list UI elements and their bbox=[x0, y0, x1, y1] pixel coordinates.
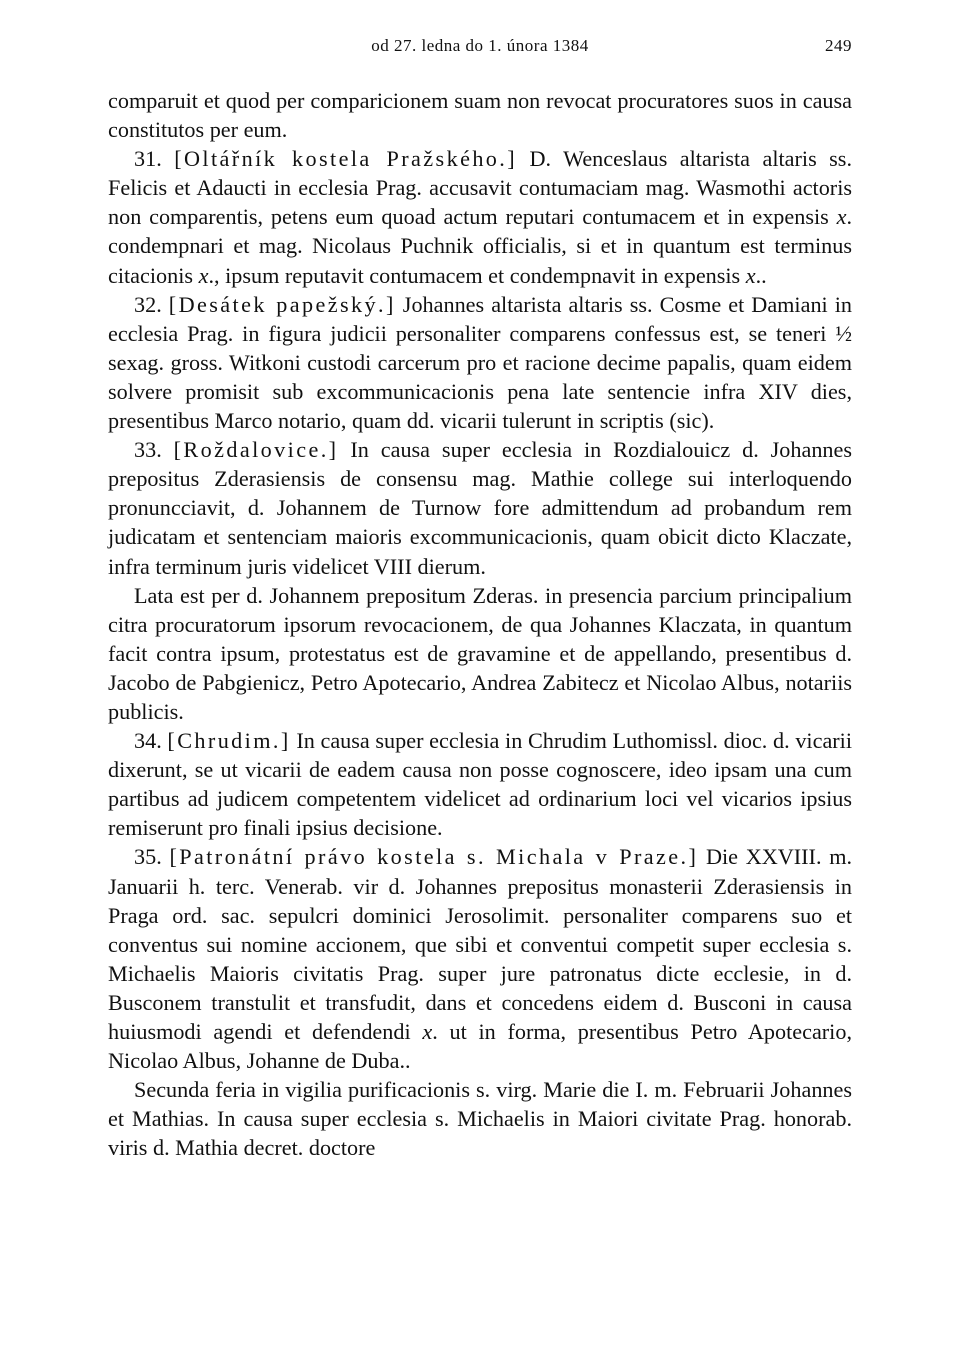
entry-35 bbox=[108, 842, 852, 1075]
entry-36: Secunda feria in vigilia purificacionis s. virg. Marie die I. m. Februarii Johannes et Mathias. In causa super ecclesia s. Michaelis in Maiori civitate Prag. honorab. viris d. Mathia decret. doctore bbox=[108, 1077, 852, 1161]
body-text bbox=[108, 86, 852, 1162]
page-number: 249 bbox=[825, 36, 852, 55]
entry-32 bbox=[108, 290, 852, 435]
entry-number: 34. bbox=[134, 728, 168, 754]
abbreviation-mark: x bbox=[422, 1019, 433, 1044]
running-head bbox=[108, 36, 852, 60]
entry-number: 33. bbox=[134, 437, 174, 463]
entry-33 bbox=[108, 435, 852, 580]
abbreviation-mark: x bbox=[745, 262, 756, 288]
entry-text: In causa super ecclesia in Chrudim Luthomissl. dioc. d. vicarii dixerunt, se ut vicarii de eadem causa non posse cognoscere, ideo ipsam una cum partibus ad judicem competentem videlicet ad ordinarium loci vel vicarios ipsius remiserunt pro finali ipsius decisione. bbox=[108, 728, 853, 841]
entry-text: . ut in forma, presentibus Petro Apotecario, Nicolao Albus, Johanne de Duba.. bbox=[108, 1019, 852, 1074]
paragraph-continuation: comparuit et quod per comparicionem suam non revocat procuratores suos in causa constitutos per eum. bbox=[108, 88, 852, 143]
entry-text: . condempnari et mag. Nicolaus Puchnik officialis, si et in quantum est terminus citacionis bbox=[108, 204, 852, 288]
entry-number: 31. bbox=[134, 146, 175, 172]
entry-text: ., ipsum reputavit contumacem et condempnavit in expensis bbox=[208, 262, 746, 288]
entry-text: D. Wenceslaus altarista altaris ss. Felicis et Adaucti in ecclesia Prag. accusavit contumaciam mag. Wasmothi actoris non comparentis, petens eum quoad actum reputari contumacem et in expensis bbox=[108, 146, 852, 230]
entry-heading: [Roždalovice.] bbox=[173, 437, 339, 463]
entry-number: 35. bbox=[134, 844, 170, 870]
entry-text: In causa super ecclesia in Rozdialouicz d. Johannes prepositus Zderasiensis de consensu mag. Mathie college sui interloquendo pronuncciavit, d. Johannem de Turnow fore admittendum ad probandum rem judicatam et sentenciam maioris excommunicacionis, quam obicit dicto Klaczate, infra terminum juris videlicet VIII dierum. bbox=[108, 437, 853, 579]
abbreviation-mark: x bbox=[198, 262, 209, 288]
entry-33-continuation: Lata est per d. Johannem prepositum Zderas. in presencia parcium principalium citra procuratorum ipsorum revocacionem, de qua Johannes Klaczata, in quantum facit contra ipsum, protestatus est de gravamine et de appellando, presentibus d. Jacobo de Pabgienicz, Petro Apotecario, Andrea Zabitecz et Nicolao Albus, notariis publicis. bbox=[108, 582, 852, 724]
entry-text: Die XXVIII. m. Januarii h. terc. Venerab. vir d. Johannes prepositus monasterii Zderasiensis in Praga ord. sac. sepulcri dominici Jerosolimit. personaliter comparens suo et conventus sui nomine accionem, que sibi et conventui competit super ecclesia s. Michaelis Maioris civitatis Prag. super jure patronatus dicte ecclesie, in d. Busconem transtulit et transfudit, dans et concedens eidem d. Busconi in causa huiusmodi agendi et defendendi bbox=[108, 844, 853, 1044]
entry-heading: [Desátek papežský.] bbox=[168, 291, 396, 317]
entry-text: Johannes altarista altaris ss. Cosme et Damiani in ecclesia Prag. in figura judicii personaliter comparens confessus est, se teneri ½ sexag. gross. Witkoni custodi carcerum pro et racione decime papalis, quam eidem solvere promisit sub excommunicacionis pena late sentencie infra XIV dies, presentibus Marco notario, quam dd. vicarii tulerunt in scriptis (sic). bbox=[108, 291, 852, 434]
entry-number: 32. bbox=[134, 291, 169, 317]
entry-heading: [Oltářník kostela Pražského.] bbox=[174, 146, 518, 172]
entry-heading: [Chrudim.] bbox=[167, 728, 291, 754]
entry-heading: [Patronátní právo kostela s. Michala v Praze.] bbox=[169, 844, 699, 870]
running-title: od 27. ledna do 1. února 1384 bbox=[371, 36, 589, 55]
abbreviation-mark: x bbox=[836, 204, 847, 230]
entry-text: .. bbox=[755, 262, 767, 288]
entry-34 bbox=[108, 726, 852, 842]
entry-31 bbox=[108, 144, 852, 289]
